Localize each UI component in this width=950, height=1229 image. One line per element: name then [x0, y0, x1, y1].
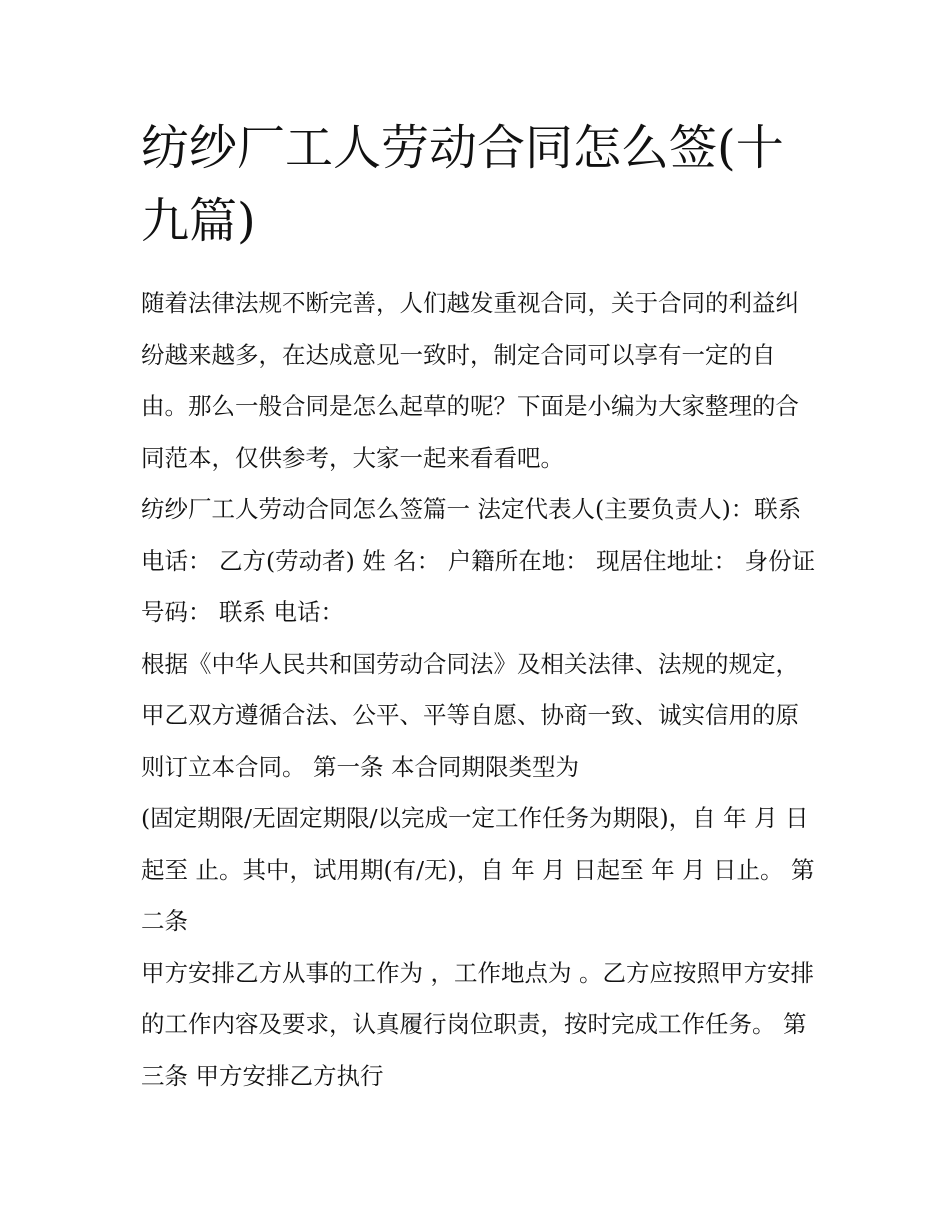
contract-term-paragraph: (固定期限/无固定期限/以完成一定工作任务为期限)，自 年 月 日起至 止。其中，试用期(有/无)，自 年 月 日起至 年 月 日止。 第二条	[141, 804, 815, 935]
document-title	[141, 112, 821, 258]
intro-paragraph: 随着法律法规不断完善，人们越发重视合同，关于合同的利益纠纷越来越多，在达成意见一致时，制定合同可以享有一定的自由。那么一般合同是怎么起草的呢？下面是小编为大家整理的合同范本，仅供参考，大家一起来看看吧。	[141, 289, 799, 472]
document-page	[141, 112, 821, 1102]
document-title-line-2: 九篇)	[141, 193, 256, 249]
party-info-paragraph: 纺纱厂工人劳动合同怎么签篇一 法定代表人(主要负责人)：联系 电话： 乙方(劳动者) 姓 名： 户籍所在地： 现居住地址： 身份证号码： 联系 电话：	[141, 495, 816, 626]
legal-basis-paragraph: 根据《中华人民共和国劳动合同法》及相关法律、法规的规定，甲乙双方遵循合法、公平、平等自愿、协商一致、诚实信用的原则订立本合同。 第一条 本合同期限类型为	[141, 649, 799, 781]
title-spacer	[141, 258, 821, 278]
document-title-line-1: 纺纱厂工人劳动合同怎么签(十	[141, 120, 784, 176]
work-content-paragraph: 甲方安排乙方从事的工作为 ，工作地点为 。乙方应按照甲方安排的工作内容及要求，认真履行岗位职责，按时完成工作任务。 第三条 甲方安排乙方执行	[141, 958, 814, 1090]
